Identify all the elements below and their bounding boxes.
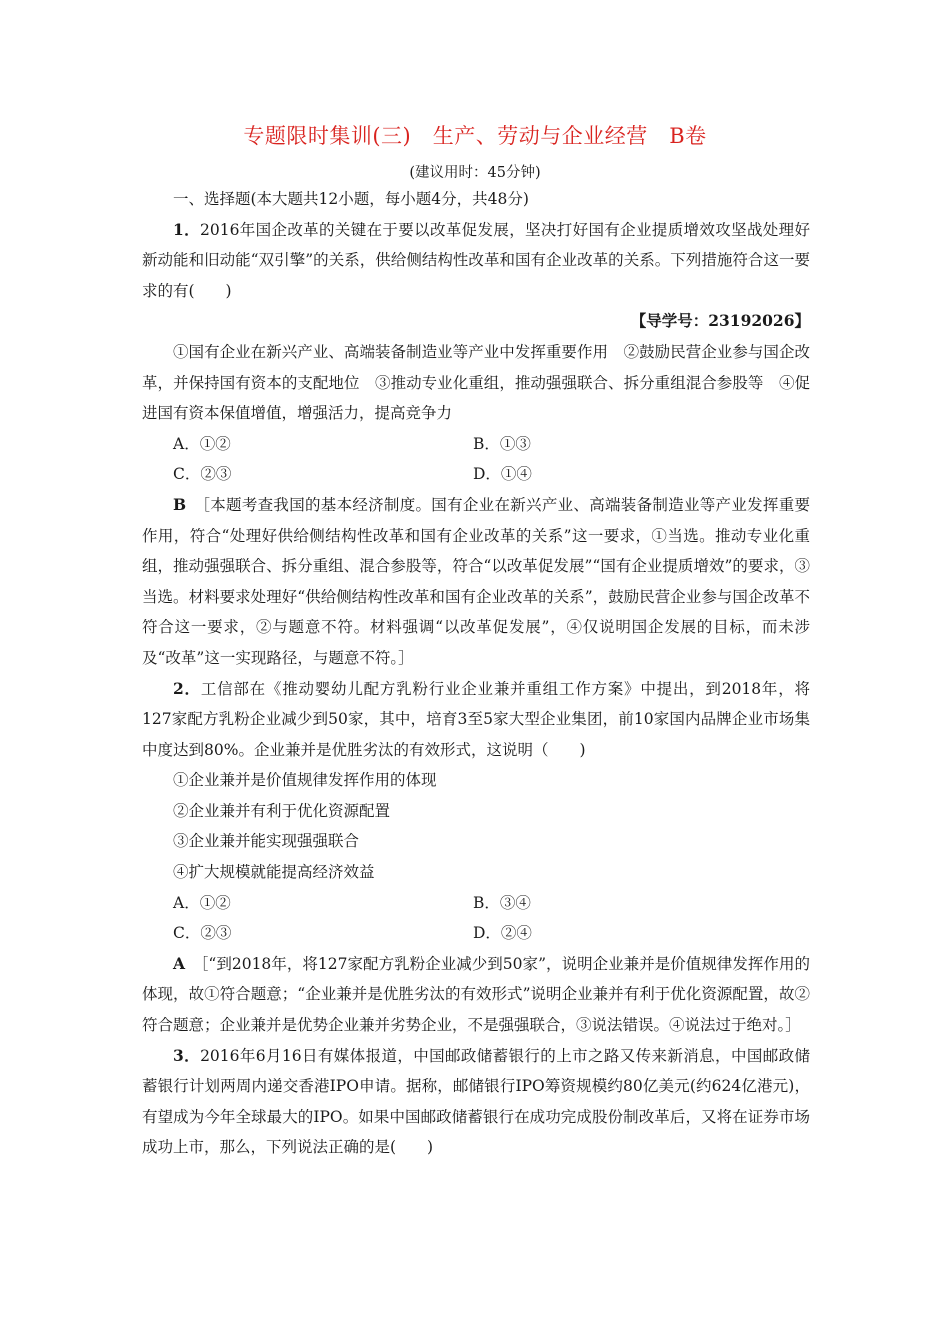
question-2-statement-3: ③企业兼并能实现强强联合 — [173, 832, 360, 851]
question-3-text: 2016年6月16日有媒体报道，中国邮政储蓄银行的上市之路又传来新消息，中国邮政储蓄银行计划两周内递交香港IPO申请。据称，邮储银行IPO筹资规模约80亿美元(约624亿港元)，有望成为今年全球最大的IPO。如果中国邮政储蓄银行在成功完成股份制改革后，又将在证券市场成功上市，那么，下列说法正确的是( ) — [142, 1046, 810, 1157]
option-b[interactable]: B．①③ — [473, 434, 531, 453]
question-2-options-row-1 — [142, 888, 810, 919]
question-2-stem — [142, 674, 810, 766]
question-1-explanation-text: ［本题考查我国的基本经济制度。国有企业在新兴产业、高端装备制造业等产业发挥重要作用，符合“处理好供给侧结构性改革和国有企业改革的关系”这一要求，①当选。推动专业化重组，推动强强联合、拆分重组、混合参股等，符合“以改革促发展”“国有企业提质增效”的要求，③当选。材料要求处理好“供给侧结构性改革和国有企业改革的关系”，鼓励民营企业参与国企改革不符合这一要求，②与题意不符。材料强调“以改革促发展”，④仅说明国企发展的目标，而未涉及“改革”这一实现路径，与题意不符。］ — [142, 495, 810, 667]
option-b[interactable]: B．③④ — [473, 893, 531, 912]
option-a[interactable]: A．①② — [173, 434, 231, 453]
question-2-statement-2: ②企业兼并有利于优化资源配置 — [173, 801, 391, 820]
option-a[interactable]: A．①② — [173, 893, 231, 912]
document-body — [142, 184, 810, 1163]
question-2-text: 工信部在《推动婴幼儿配方乳粉行业企业兼并重组工作方案》中提出，到2018年，将127家配方乳粉企业减少到50家，其中，培育3至5家大型企业集团，前10家国内品牌企业市场集中度达到80%。企业兼并是优胜劣汰的有效形式，这说明（ ) — [142, 679, 810, 759]
question-2-explanation-text: ［“到2018年，将127家配方乳粉企业减少到50家”，说明企业兼并是价值规律发挥作用的体现，故①符合题意；“企业兼并是优胜劣汰的有效形式”说明企业兼并有利于优化资源配置，故②符合题意；企业兼并是优势企业兼并劣势企业，不是强强联合，③说法错误。④说法过于绝对。］ — [142, 954, 810, 1035]
page-title: 专题限时集训(三) 生产、劳动与企业经营 B卷 — [243, 124, 707, 148]
question-2-options-row-2 — [142, 918, 810, 949]
question-2-statement-1: ①企业兼并是价值规律发挥作用的体现 — [173, 771, 437, 790]
guide-number: 【导学号：23192026】 — [630, 311, 810, 331]
time-suggestion: (建议用时：45分钟) — [409, 165, 541, 181]
question-1-statements: ①国有企业在新兴产业、高端装备制造业等产业中发挥重要作用 ②鼓励民营企业参与国企改革，并保持国有资本的支配地位 ③推动专业化重组，推动强强联合、拆分重组混合参股等 ④促进国有资本保值增值，增强活力，提高竞争力 — [142, 342, 810, 423]
question-1-stem — [142, 215, 810, 307]
option-d[interactable]: D．②④ — [473, 924, 532, 943]
question-1-explanation — [142, 490, 810, 674]
option-c[interactable]: C．②③ — [173, 924, 232, 943]
question-3-number: 3． — [173, 1045, 201, 1065]
question-1-answer: B — [173, 494, 187, 514]
question-2-number: 2． — [173, 678, 201, 698]
question-2-statement-4: ④扩大规模就能提高经济效益 — [173, 863, 375, 882]
question-1-options-row-1 — [142, 429, 810, 460]
section-heading: 一、选择题(本大题共12小题，每小题4分，共48分) — [173, 190, 529, 208]
option-c[interactable]: C．②③ — [173, 465, 232, 484]
question-2-answer: A — [173, 953, 186, 973]
question-2-explanation — [142, 949, 810, 1041]
question-1-text: 2016年国企改革的关键在于要以改革促发展，坚决打好国有企业提质增效攻坚战处理好新动能和旧动能“双引擎”的关系，供给侧结构性改革和国有企业改革的关系。下列措施符合这一要求的有( ) — [142, 220, 810, 300]
question-1-options-row-2 — [142, 459, 810, 490]
option-d[interactable]: D．①④ — [473, 465, 532, 484]
question-3-stem — [142, 1041, 810, 1163]
question-1-number: 1． — [173, 219, 200, 239]
